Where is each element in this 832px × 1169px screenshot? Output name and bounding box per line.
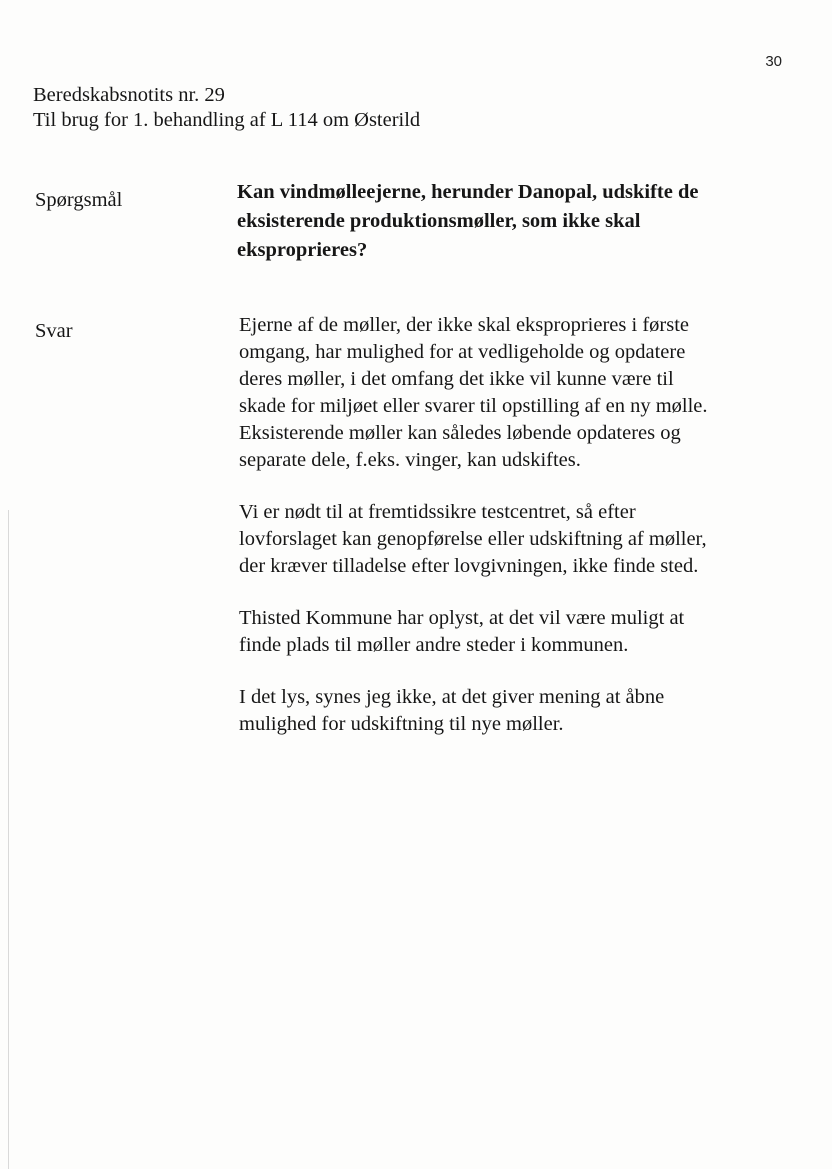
answer-body <box>239 312 724 763</box>
answer-paragraph: Vi er nødt til at fremtidssikre testcentret, så efter lovforslaget kan genopførelse eller udskiftning af møller, der kræver tilladelse efter lovgivningen, ikke finde sted. <box>239 501 707 577</box>
question-text: Kan vindmølleejerne, herunder Danopal, udskifte de eksisterende produktionsmøller, som ikke skal eksproprieres? <box>237 181 699 261</box>
scan-edge-line <box>8 510 9 1169</box>
answer-label: Svar <box>35 320 73 342</box>
document-header <box>33 83 420 133</box>
answer-paragraph: Ejerne af de møller, der ikke skal eksproprieres i første omgang, har mulighed for at vedligeholde og opdatere deres møller, i det omfang det ikke vil kunne være til skade for miljøet eller svarer til opstilling af en ny mølle. Eksisterende møller kan således løbende opdateres og separate dele, f.eks. vinger, kan udskiftes. <box>239 314 708 471</box>
page-number: 30 <box>765 53 782 70</box>
answer-paragraph: I det lys, synes jeg ikke, at det giver mening at åbne mulighed for udskiftning til nye møller. <box>239 686 665 735</box>
header-line-2: Til brug for 1. behandling af L 114 om Østerild <box>33 109 421 131</box>
question-label: Spørgsmål <box>35 189 123 211</box>
header-line-1: Beredskabsnotits nr. 29 <box>33 84 225 106</box>
answer-paragraph: Thisted Kommune har oplyst, at det vil være muligt at finde plads til møller andre steder i kommunen. <box>239 607 685 656</box>
